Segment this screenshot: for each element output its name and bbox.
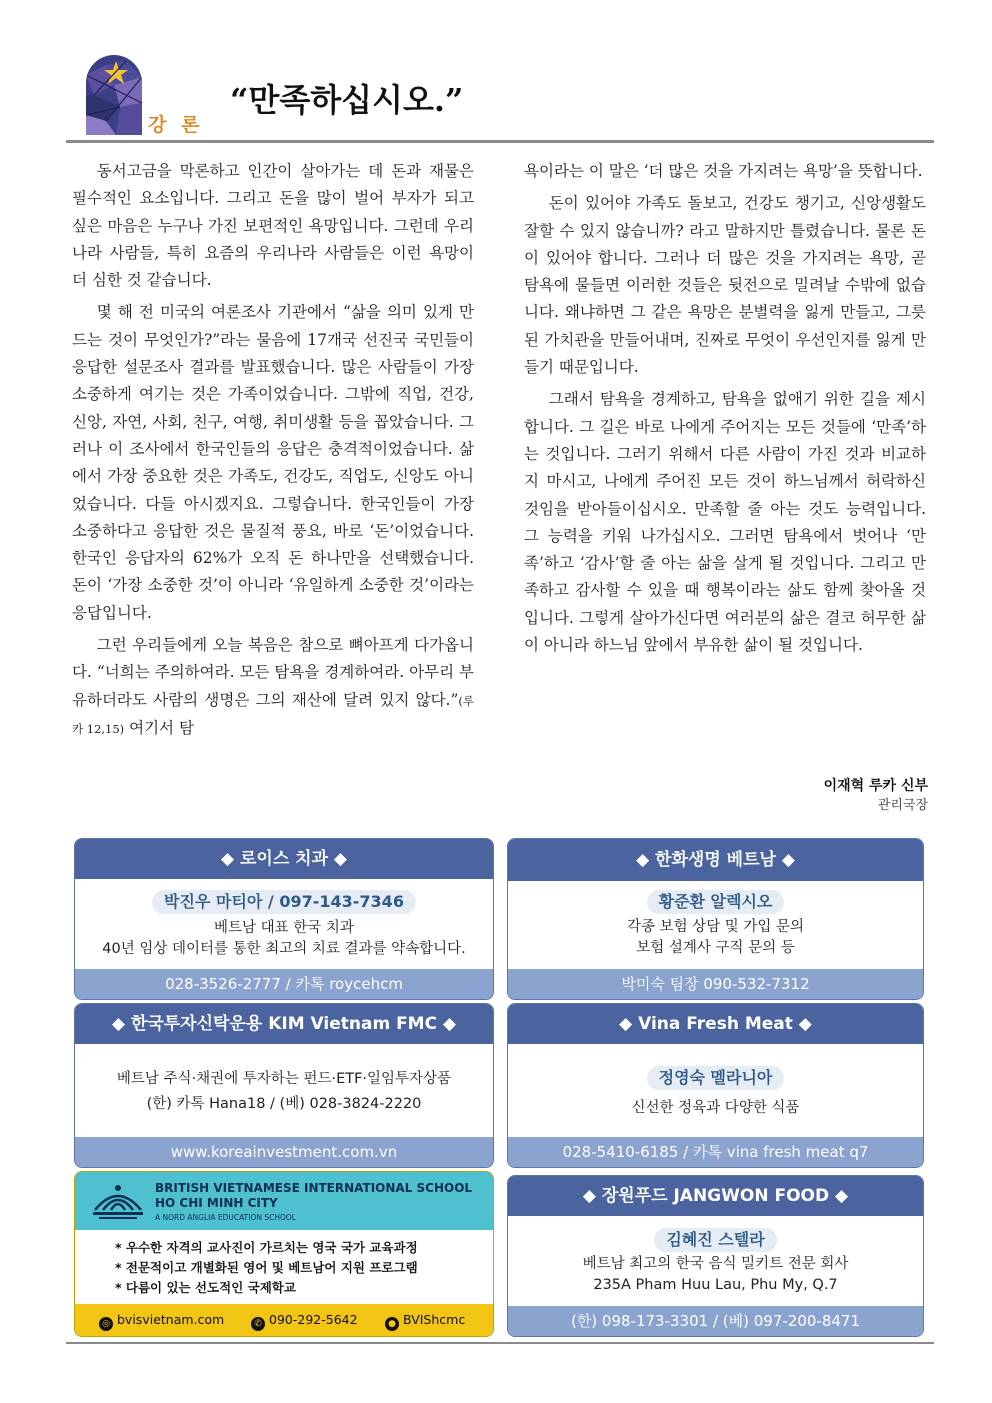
ad-text: 베트남 최고의 한국 음식 밀키트 전문 회사 bbox=[582, 1256, 849, 1272]
ad-text: 신선한 정육과 다양한 식품 bbox=[631, 1100, 800, 1116]
ad-footer: www.koreainvestment.com.vn bbox=[75, 1137, 493, 1167]
crown-logo-icon bbox=[89, 1180, 147, 1222]
article-paragraph: 돈이 있어야 가족도 돌보고, 건강도 챙기고, 신앙생활도 잘할 수 있지 않습니까? 라고 말하지만 틀렸습니다. 물론 돈이 있어야 합니다. 그러나 더 많은 것을 가지려는 욕망, 곧 탐욕에 물들면 이러한 것들은 뒷전으로 밀려날 수밖에 없습니다. 왜냐하면 그 같은 욕망은 분별력을 잃게 만들고, 그릇된 가치관을 만들어내며, 진짜로 무엇이 우선인지를 잃게 만들기 때문입니다. bbox=[524, 194, 926, 377]
footer-divider bbox=[66, 1342, 934, 1344]
ad-text: 235A Pham Huu Lau, Phu My, Q.7 bbox=[593, 1277, 838, 1293]
bible-reference: (루카 12,15) bbox=[72, 693, 474, 736]
ad-bvis-school bbox=[74, 1171, 494, 1337]
talk-text: BVIShcmc bbox=[403, 1312, 466, 1327]
ad-jangwon-food bbox=[507, 1175, 924, 1337]
page-header bbox=[66, 55, 934, 143]
paragraph-text: 그런 우리들에게 오늘 복음은 참으로 뼈아프게 다가옵니다. “너희는 주의하여라. 모든 탐욕을 경계하여라. 아무리 부유하더라도 사람의 생명은 그의 재산에 달려 있지 않다.” bbox=[72, 636, 474, 709]
ad-contact: 김혜진 스텔라 bbox=[654, 1228, 776, 1252]
school-header bbox=[75, 1172, 493, 1230]
author-name: 이재혁 루카 신부 bbox=[823, 778, 928, 794]
ad-title: ◆ 로이스 치과 ◆ bbox=[75, 839, 493, 879]
article-paragraph: 그래서 탐욕을 경계하고, 탐욕을 없애기 위한 길을 제시합니다. 그 길은 바로 나에게 주어지는 모든 것들에 ‘만족’하는 것입니다. 그러기 위해서 다른 사람이 가진 것과 비교하지 마시고, 나에게 주어진 모든 것이 하느님께서 허락하신 것임을 받아들이십시오. 만족할 줄 아는 것도 능력입니다. 그 능력을 키워 나가십시오. 그러면 탐욕에서 벗어나 ‘만족’하고 ‘감사’할 줄 아는 삶을 살게 될 것입니다. 그리고 만족하고 감사할 수 있을 때 행복이라는 삶도 함께 찾아올 것입니다. 그렇게 살아가신다면 여러분의 삶은 결코 허무한 삶이 아니라 하느님 앞에서 부유한 삶이 될 것입니다. bbox=[524, 390, 926, 655]
globe-icon: ◎ bbox=[99, 1317, 113, 1331]
ad-title: ◆ 한화생명 베트남 ◆ bbox=[508, 839, 923, 881]
phone-text: 090-292-5642 bbox=[269, 1312, 358, 1327]
ad-title: ◆ 장원푸드 JANGWON FOOD ◆ bbox=[508, 1176, 923, 1216]
ad-footer: 028-5410-6185 / 카톡 vina fresh meat q7 bbox=[508, 1137, 923, 1167]
ad-hanwha-life bbox=[507, 838, 924, 1000]
school-subtitle: A NORD ANGLIA EDUCATION SCHOOL bbox=[155, 1213, 296, 1222]
ad-contact: 박진우 마티아 / 097-143-7346 bbox=[152, 890, 416, 914]
ad-text: 각종 보험 상담 및 가입 문의 bbox=[626, 919, 805, 935]
ad-text: 베트남 대표 한국 치과 bbox=[214, 920, 354, 936]
article-paragraph bbox=[72, 632, 474, 743]
school-website[interactable] bbox=[99, 1312, 224, 1331]
ad-text: (한) 카톡 Hana18 / (베) 028-3824-2220 bbox=[146, 1096, 422, 1112]
ad-title: ◆ Vina Fresh Meat ◆ bbox=[508, 1004, 923, 1044]
ad-contact: 황준환 알렉시오 bbox=[647, 890, 785, 914]
school-footer bbox=[75, 1304, 493, 1336]
ad-footer: (한) 098-173-3301 / (베) 097-200-8471 bbox=[508, 1306, 923, 1336]
article-left-column bbox=[72, 158, 474, 748]
ad-title: ◆ 한국투자신탁운용 KIM Vietnam FMC ◆ bbox=[75, 1004, 493, 1044]
ad-footer: 박미숙 팀장 090-532-7312 bbox=[508, 969, 923, 999]
article-right-column bbox=[524, 158, 926, 664]
website-text: bvisvietnam.com bbox=[117, 1312, 225, 1327]
page-title: “만족하십시오.” bbox=[230, 81, 464, 119]
phone-icon: ✆ bbox=[251, 1317, 265, 1331]
article-paragraph: 몇 해 전 미국의 여론조사 기관에서 “삶을 의미 있게 만드는 것이 무엇인가?”라는 물음에 17개국 선진국 국민들이 응답한 설문조사 결과를 발표했습니다. 많은 사람들이 가장 소중하게 여기는 것은 가족이었습니다. 그밖에 직업, 건강, 신앙, 자연, 사회, 친구, 여행, 취미생활 등을 꼽았습니다. 그러나 이 조사에서 한국인들의 응답은 충격적이었습니다. 삶에서 가장 중요한 것은 가족도, 건강도, 직업도, 신앙도 아니었습니다. 다들 아시겠지요. 그렇습니다. 한국인들이 가장 소중하다고 응답한 것은 물질적 풍요, 바로 ‘돈’이었습니다. 한국인 응답자의 62%가 오직 돈 하나만을 선택했습니다. 돈이 ‘가장 소중한 것’이 아니라 ‘유일하게 소중한 것’이라는 응답입니다. bbox=[72, 303, 474, 622]
school-name-line: BRITISH VIETNAMESE INTERNATIONAL SCHOOL bbox=[155, 1181, 473, 1195]
article-paragraph: 욕이라는 이 말은 ‘더 많은 것을 가지려는 욕망’을 뜻합니다. bbox=[524, 162, 923, 180]
section-label: 강 론 bbox=[148, 114, 204, 136]
ad-vina-fresh-meat bbox=[507, 1003, 924, 1168]
author-role: 관리국장 bbox=[877, 798, 928, 813]
school-point: * 우수한 자격의 교사진이 가르치는 영국 국가 교육과정 bbox=[115, 1240, 418, 1255]
stained-glass-logo bbox=[86, 55, 142, 135]
school-name bbox=[155, 1181, 472, 1211]
school-talk[interactable] bbox=[385, 1312, 465, 1331]
paragraph-text: 여기서 탐 bbox=[124, 718, 194, 737]
ad-footer: 028-3526-2777 / 카톡 roycehcm bbox=[75, 969, 493, 999]
ad-text: 보험 설계사 구직 문의 등 bbox=[636, 940, 795, 956]
school-phone[interactable] bbox=[251, 1312, 358, 1331]
school-name-line: HO CHI MINH CITY bbox=[155, 1196, 278, 1210]
header-divider bbox=[66, 140, 934, 143]
school-point: * 다름이 있는 선도적인 국제학교 bbox=[115, 1280, 296, 1295]
school-point: * 전문적이고 개별화된 영어 및 베트남어 지원 프로그램 bbox=[115, 1260, 418, 1275]
talk-icon: ● bbox=[385, 1317, 399, 1331]
ad-contact: 정영숙 멜라니아 bbox=[647, 1066, 785, 1090]
ad-korea-investment bbox=[74, 1003, 494, 1168]
article-paragraph: 동서고금을 막론하고 인간이 살아가는 데 돈과 재물은 필수적인 요소입니다. 그리고 돈을 많이 벌어 부자가 되고 싶은 마음은 누구나 가진 보편적인 욕망입니다. 그런데 우리나라 사람들, 특히 요즘의 우리나라 사람들은 이런 욕망이 더 심한 것 같습니다. bbox=[72, 162, 474, 290]
author-signature bbox=[700, 776, 928, 816]
ad-text: 베트남 주식·채권에 투자하는 펀드·ETF·일임투자상품 bbox=[116, 1071, 452, 1087]
ad-text: 40년 임상 데이터를 통한 최고의 치료 결과를 약속합니다. bbox=[102, 941, 466, 957]
school-points bbox=[115, 1238, 418, 1298]
ad-royce-dental bbox=[74, 838, 494, 1000]
